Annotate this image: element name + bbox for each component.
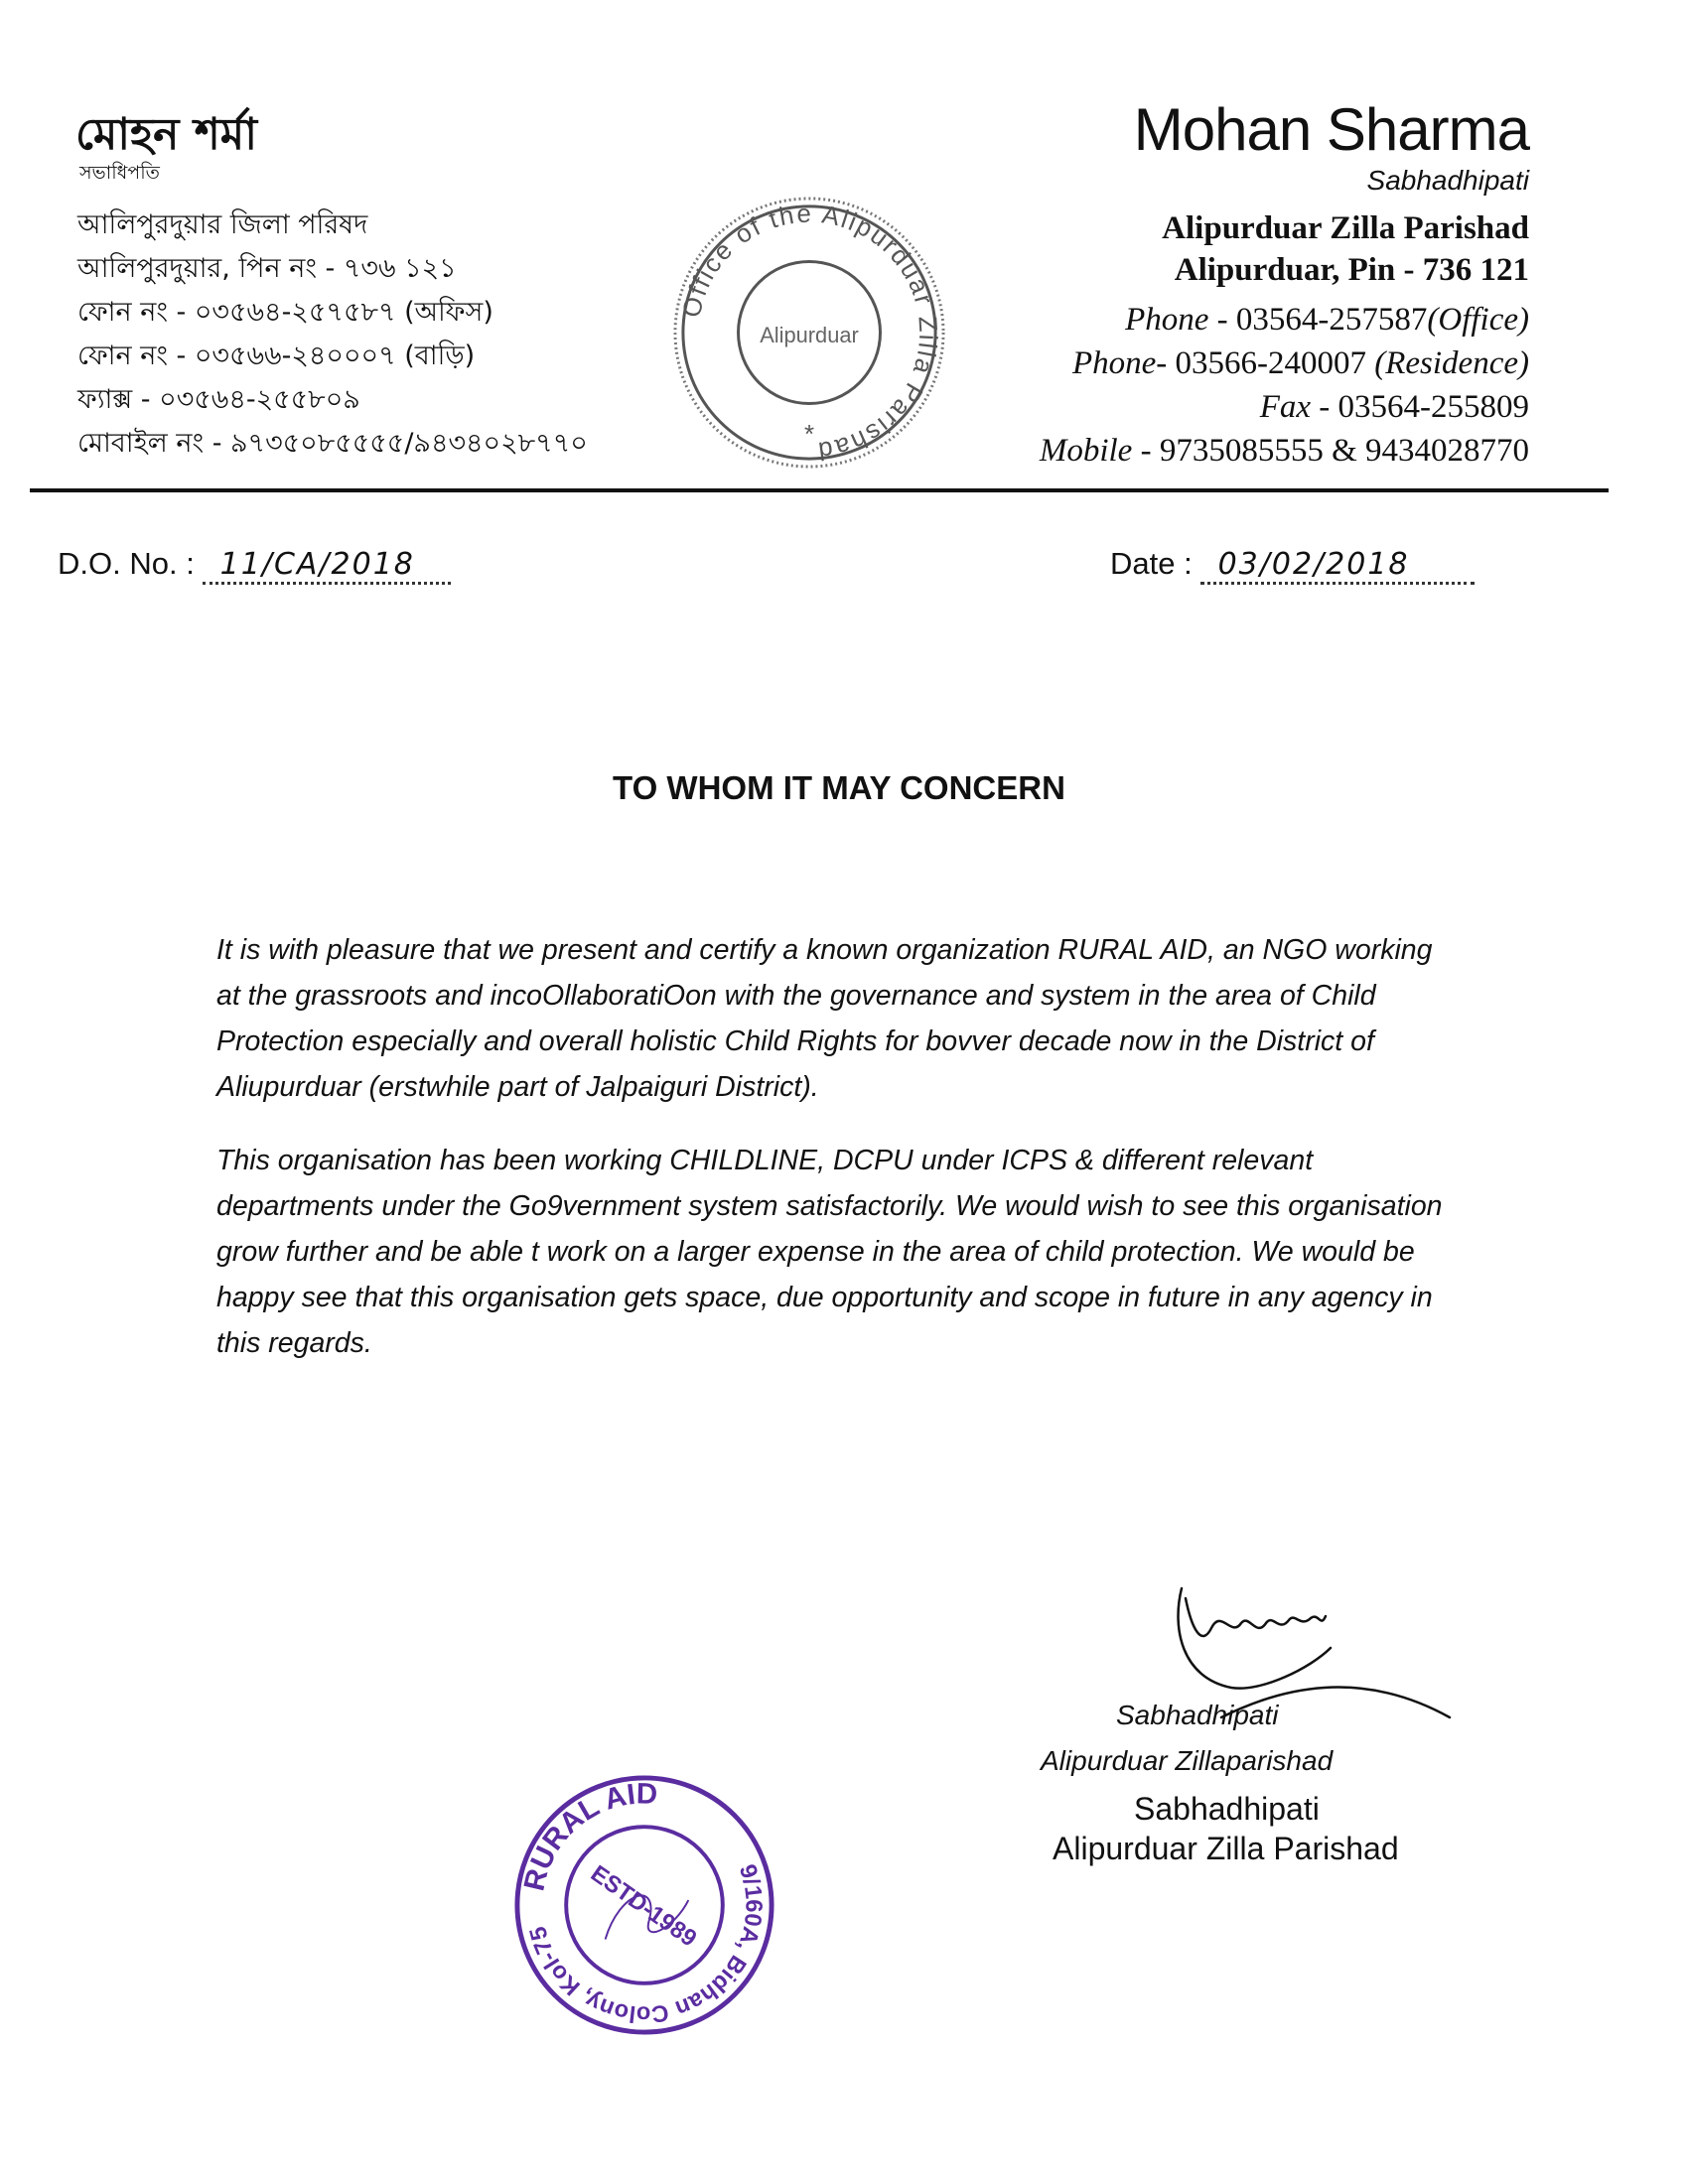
rural-aid-seal <box>512 1773 776 2037</box>
mobile-number: 9735085555 & 9434028770 <box>1159 433 1529 469</box>
date-row <box>1110 546 1475 585</box>
signatory-title-italic: Sabhadhipati <box>1116 1700 1279 1730</box>
english-address: Alipurduar, Pin - 736 121 <box>1174 252 1529 288</box>
phone-office-suffix: (Office) <box>1427 302 1529 338</box>
phone-residence-number: 03566-240007 <box>1175 345 1366 381</box>
body-paragraph-2: This organisation has been working CHILDLINE, DCPU under ICPS & different relevant departments under the Go9vernment system satisfactorily. We would wish to see this organisation grow further and be able t work on a larger expense in the area of child protection. We would be happy see that this organisation gets space, due opportunity and scope in future in any agency in this regards. <box>216 1145 1443 1359</box>
do-label: D.O. No. : <box>58 546 195 581</box>
fax-number: 03564-255809 <box>1337 389 1529 425</box>
bengali-org: আলিপুরদুয়ার জিলা পরিষদ <box>77 209 368 240</box>
phone-office-label: Phone - <box>1125 302 1236 338</box>
office-seal-ring-text: Office of the Alipurduar Zilla Parishad <box>677 200 942 466</box>
office-seal-star: * <box>803 421 815 450</box>
date-value-field <box>1200 546 1475 585</box>
office-seal-center-text: Alipurduar <box>760 322 859 347</box>
header-divider <box>30 488 1609 492</box>
signatory-org-italic: Alipurduar Zillaparishad <box>1041 1745 1334 1776</box>
do-value: 11/CA/2018 <box>219 547 415 582</box>
phone-residence-label: Phone- <box>1071 345 1176 381</box>
english-phone-residence <box>1072 345 1529 382</box>
bengali-phone-residence: ফোন নং - ০৩৫৬৬-২৪০০০৭ (বাড়ি) <box>77 341 476 371</box>
english-org: Alipurduar Zilla Parishad <box>1162 210 1529 246</box>
phone-residence-suffix: (Residence) <box>1374 345 1529 381</box>
phone-office-number: 03564-257587 <box>1235 302 1428 338</box>
bengali-phone-office: ফোন নং - ০৩৫৬৪-২৫৭৫৮৭ (অফিস) <box>77 297 493 328</box>
bengali-address: আলিপুরদুয়ার, পিন নং - ৭৩৬ ১২১ <box>77 253 457 284</box>
letter-heading: TO WHOM IT MAY CONCERN <box>613 769 1065 806</box>
do-number-row <box>58 546 451 585</box>
date-label: Date : <box>1110 546 1193 581</box>
bengali-title: সভাধিপতি <box>79 162 160 184</box>
english-name: Mohan Sharma <box>1133 96 1529 163</box>
mobile-label: Mobile - <box>1039 433 1160 469</box>
body-paragraph-1: It is with pleasure that we present and certify a known organization RURAL AID, an NGO working at the grassroots and incoOllaboratiOon with the governance and system in the area of Child Protection especially and overall holistic Child Rights for bovver decade now in the District of Aliupurduar (erstwhile part of Jalpaiguri District). <box>216 934 1433 1103</box>
svg-text:RURAL AID <box>517 1777 657 1893</box>
rural-aid-seal-estd: ESTD-1989 <box>585 1860 701 1953</box>
bengali-mobile: মোবাইল নং - ৯৭৩৫০৮৫৫৫৫/৯৪৩৪০২৮৭৭০ <box>77 428 588 459</box>
office-seal <box>671 195 947 471</box>
fax-label: Fax - <box>1259 389 1338 425</box>
english-fax <box>1260 389 1529 426</box>
date-value: 03/02/2018 <box>1217 547 1410 582</box>
do-value-field <box>203 546 451 585</box>
bengali-fax: ফ্যাক্স - ০৩৫৬৪-২৫৫৮০৯ <box>77 384 360 415</box>
rural-aid-seal-address: 9/160A, Bidhan Colony, Kol-75 <box>525 1861 767 2027</box>
signatory-title-stamp: Sabhadhipati <box>1134 1791 1320 1827</box>
signatory-org-stamp: Alipurduar Zilla Parishad <box>1053 1831 1399 1866</box>
bengali-name: মোহন শর্মা <box>75 109 257 160</box>
english-title: Sabhadhipati <box>1366 165 1529 196</box>
handwritten-signature <box>1162 1569 1460 1767</box>
rural-aid-seal-top-text: RURAL AID <box>517 1777 658 1894</box>
english-phone-office <box>1125 302 1529 339</box>
english-mobile <box>1040 433 1529 470</box>
